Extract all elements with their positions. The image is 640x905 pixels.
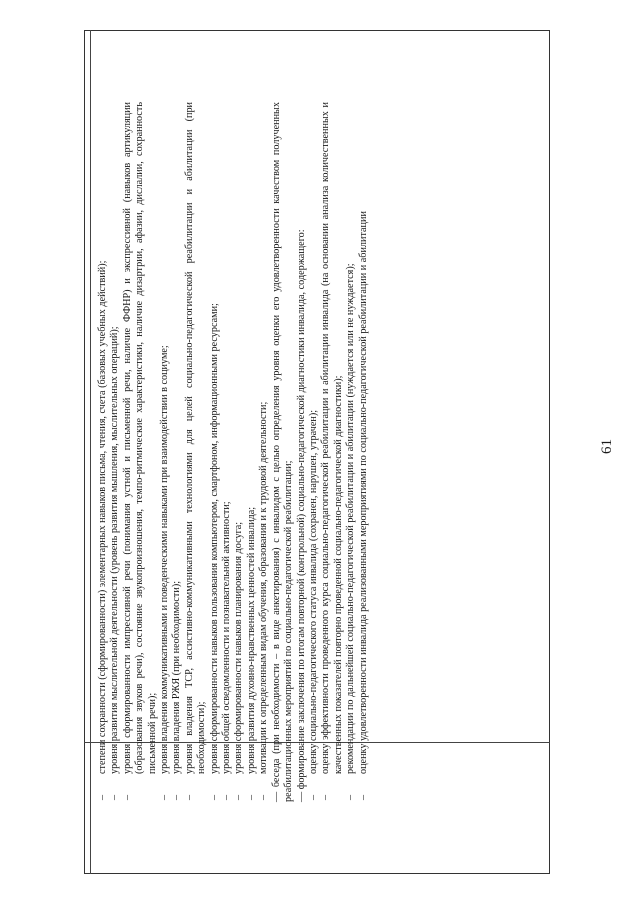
list-item-text: мотивации к определенным видам обучения, образования и к трудовой деятельности; bbox=[258, 401, 270, 774]
document-body bbox=[97, 102, 543, 802]
list-marker: – bbox=[97, 794, 108, 800]
list-marker: – bbox=[345, 794, 357, 800]
list-marker: – bbox=[121, 794, 133, 800]
list-item bbox=[271, 102, 296, 802]
list-marker: – bbox=[183, 794, 195, 800]
list-item bbox=[171, 102, 183, 802]
table-rule-left bbox=[90, 30, 91, 874]
list-marker: – bbox=[258, 794, 270, 800]
list-marker: – bbox=[320, 794, 332, 800]
list-item-text: уровня владения коммуникативными и поведенческими навыками при взаимодействии в социуме; bbox=[159, 345, 171, 774]
list-item-text: рекомендации по дальнейшей социально-педагогической реабилитации и абилитации (нуждается или не нуждается); bbox=[345, 263, 357, 774]
list-item-text: уровня сформированности навыков планирования досуга; bbox=[233, 521, 245, 774]
list-marker: – bbox=[221, 794, 233, 800]
list-item bbox=[258, 102, 270, 802]
list-item-text: оценку удовлетворенности инвалида реализованными мероприятиями по социально-педагогической реабилитации и абилитации bbox=[357, 211, 369, 774]
list-item bbox=[97, 102, 109, 802]
list-marker: – bbox=[307, 794, 319, 800]
list-item bbox=[209, 102, 221, 802]
rotated-content bbox=[97, 102, 543, 802]
list-item bbox=[221, 102, 233, 802]
list-item-text: — формирование заключения по итогам повторной (контрольной) социально-педагогической диагностики инвалида, содержащего: bbox=[295, 229, 307, 802]
page-number: 61 bbox=[599, 439, 615, 454]
list-marker: – bbox=[159, 794, 171, 800]
list-item-text: оценку социально-педагогического статуса инвалида (сохранен, нарушен, утрачен); bbox=[307, 409, 319, 774]
list-marker: – bbox=[233, 794, 245, 800]
list-marker: – bbox=[245, 794, 257, 800]
list-item bbox=[296, 102, 308, 802]
list-item bbox=[233, 102, 245, 802]
list-marker: – bbox=[208, 794, 220, 800]
list-item bbox=[308, 102, 320, 802]
list-item bbox=[358, 102, 370, 802]
list-item bbox=[345, 102, 357, 802]
list-item-text: уровня развития мыслительной деятельности (уровень развития мышления, мыслительных операций); bbox=[109, 326, 121, 774]
list-item bbox=[122, 102, 159, 802]
list-item-text: уровня сформированности навыков пользования компьютером, смартфоном, информационными ресурсами; bbox=[208, 303, 220, 774]
list-item bbox=[159, 102, 171, 802]
list-item bbox=[184, 102, 209, 802]
list-item-text: степени сохранности (сформированности) элементарных навыков письма, чтения, счета (базовых учебных действий); bbox=[97, 260, 108, 774]
list-item-text: оценку эффективности проведенного курса социально-педагогической реабилитации и абилитации инвалида (на основании анализа количественных и качественных показателей повторно проведенной социально-педагогической диагностики); bbox=[320, 102, 344, 774]
list-item-text: — беседа (при необходимости – в виде анкетирования) с инвалидом с целью определения уровня оценки его удовлетворенности качеством полученных реабилитационных мероприятий по социально-педагогической реабилитации; bbox=[270, 102, 295, 802]
list-item bbox=[246, 102, 258, 802]
list-item-text: уровня общей осведомленности и познавательной активности; bbox=[221, 501, 233, 774]
list-item-text: уровня владения РЖЯ (при необходимости); bbox=[171, 580, 183, 774]
list-marker: – bbox=[357, 794, 369, 800]
list-item-text: уровня сформированности импрессивной речи (понимания устной и письменной речи, наличие ФФНР) и экспрессивной (навыков артикуляции (образования звуков речи), состояние звукопроизношения, темпо-ритмические характеристики, наличие дизартрии, афазии, дислалии, сохранность письменной речи); bbox=[121, 102, 158, 774]
list-marker: – bbox=[171, 794, 183, 800]
list-item-text: уровня развития духовно-нравственных ценностей инвалида; bbox=[245, 506, 257, 774]
list-marker: – bbox=[109, 794, 121, 800]
list-item bbox=[320, 102, 345, 802]
list-item-text: уровня владения ТСР, ассистивно-коммуникативными технологиями для целей социально-педагогической реабилитации и абилитации (при необходимости); bbox=[183, 102, 208, 774]
list-item bbox=[109, 102, 121, 802]
